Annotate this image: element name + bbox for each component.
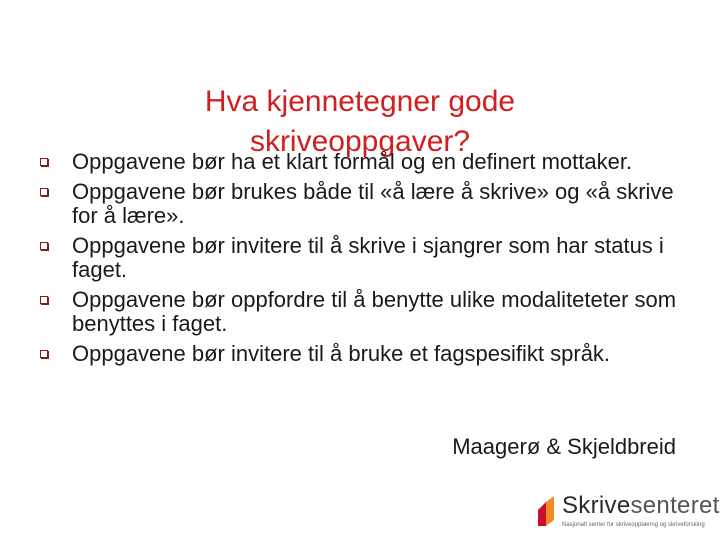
- bullet-item: [40, 180, 690, 228]
- logo-name: [562, 492, 720, 520]
- skrivesenteret-logo: [536, 492, 720, 534]
- logo-name-part1: Skrive: [562, 492, 631, 519]
- bullet-list: [40, 150, 690, 372]
- bullet-text: Oppgavene bør brukes både til «å lære å skrive» og «å skrive for å lære».: [72, 179, 674, 228]
- square-bullet-icon: [40, 350, 48, 358]
- bullet-text: Oppgavene bør oppfordre til å benytte ulike modaliteteter som benyttes i faget.: [72, 287, 677, 336]
- slide-title-line-1: Hva kjennetegner gode: [204, 85, 516, 119]
- bullet-text: Oppgavene bør invitere til å skrive i sjangrer som har status i faget.: [72, 233, 664, 282]
- square-bullet-icon: [40, 296, 48, 304]
- bullet-text: Oppgavene bør ha et klart formål og en definert mottaker.: [72, 149, 633, 174]
- logo-mark-icon: [536, 496, 556, 528]
- bullet-item: [40, 342, 690, 366]
- square-bullet-icon: [40, 158, 48, 166]
- logo-subtitle: Nasjonalt senter for skriveopplæring og skriveforsking: [562, 522, 705, 528]
- bullet-item: [40, 150, 690, 174]
- square-bullet-icon: [40, 188, 48, 196]
- bullet-item: [40, 288, 690, 336]
- slide-title-line-2: skriveoppgaver?: [249, 125, 471, 159]
- bullet-text: Oppgavene bør invitere til å bruke et fagspesifikt språk.: [72, 341, 611, 366]
- logo-name-part2: senteret: [630, 492, 720, 519]
- square-bullet-icon: [40, 242, 48, 250]
- bullet-item: [40, 234, 690, 282]
- author-credit: Maagerø & Skjeldbreid: [452, 434, 676, 459]
